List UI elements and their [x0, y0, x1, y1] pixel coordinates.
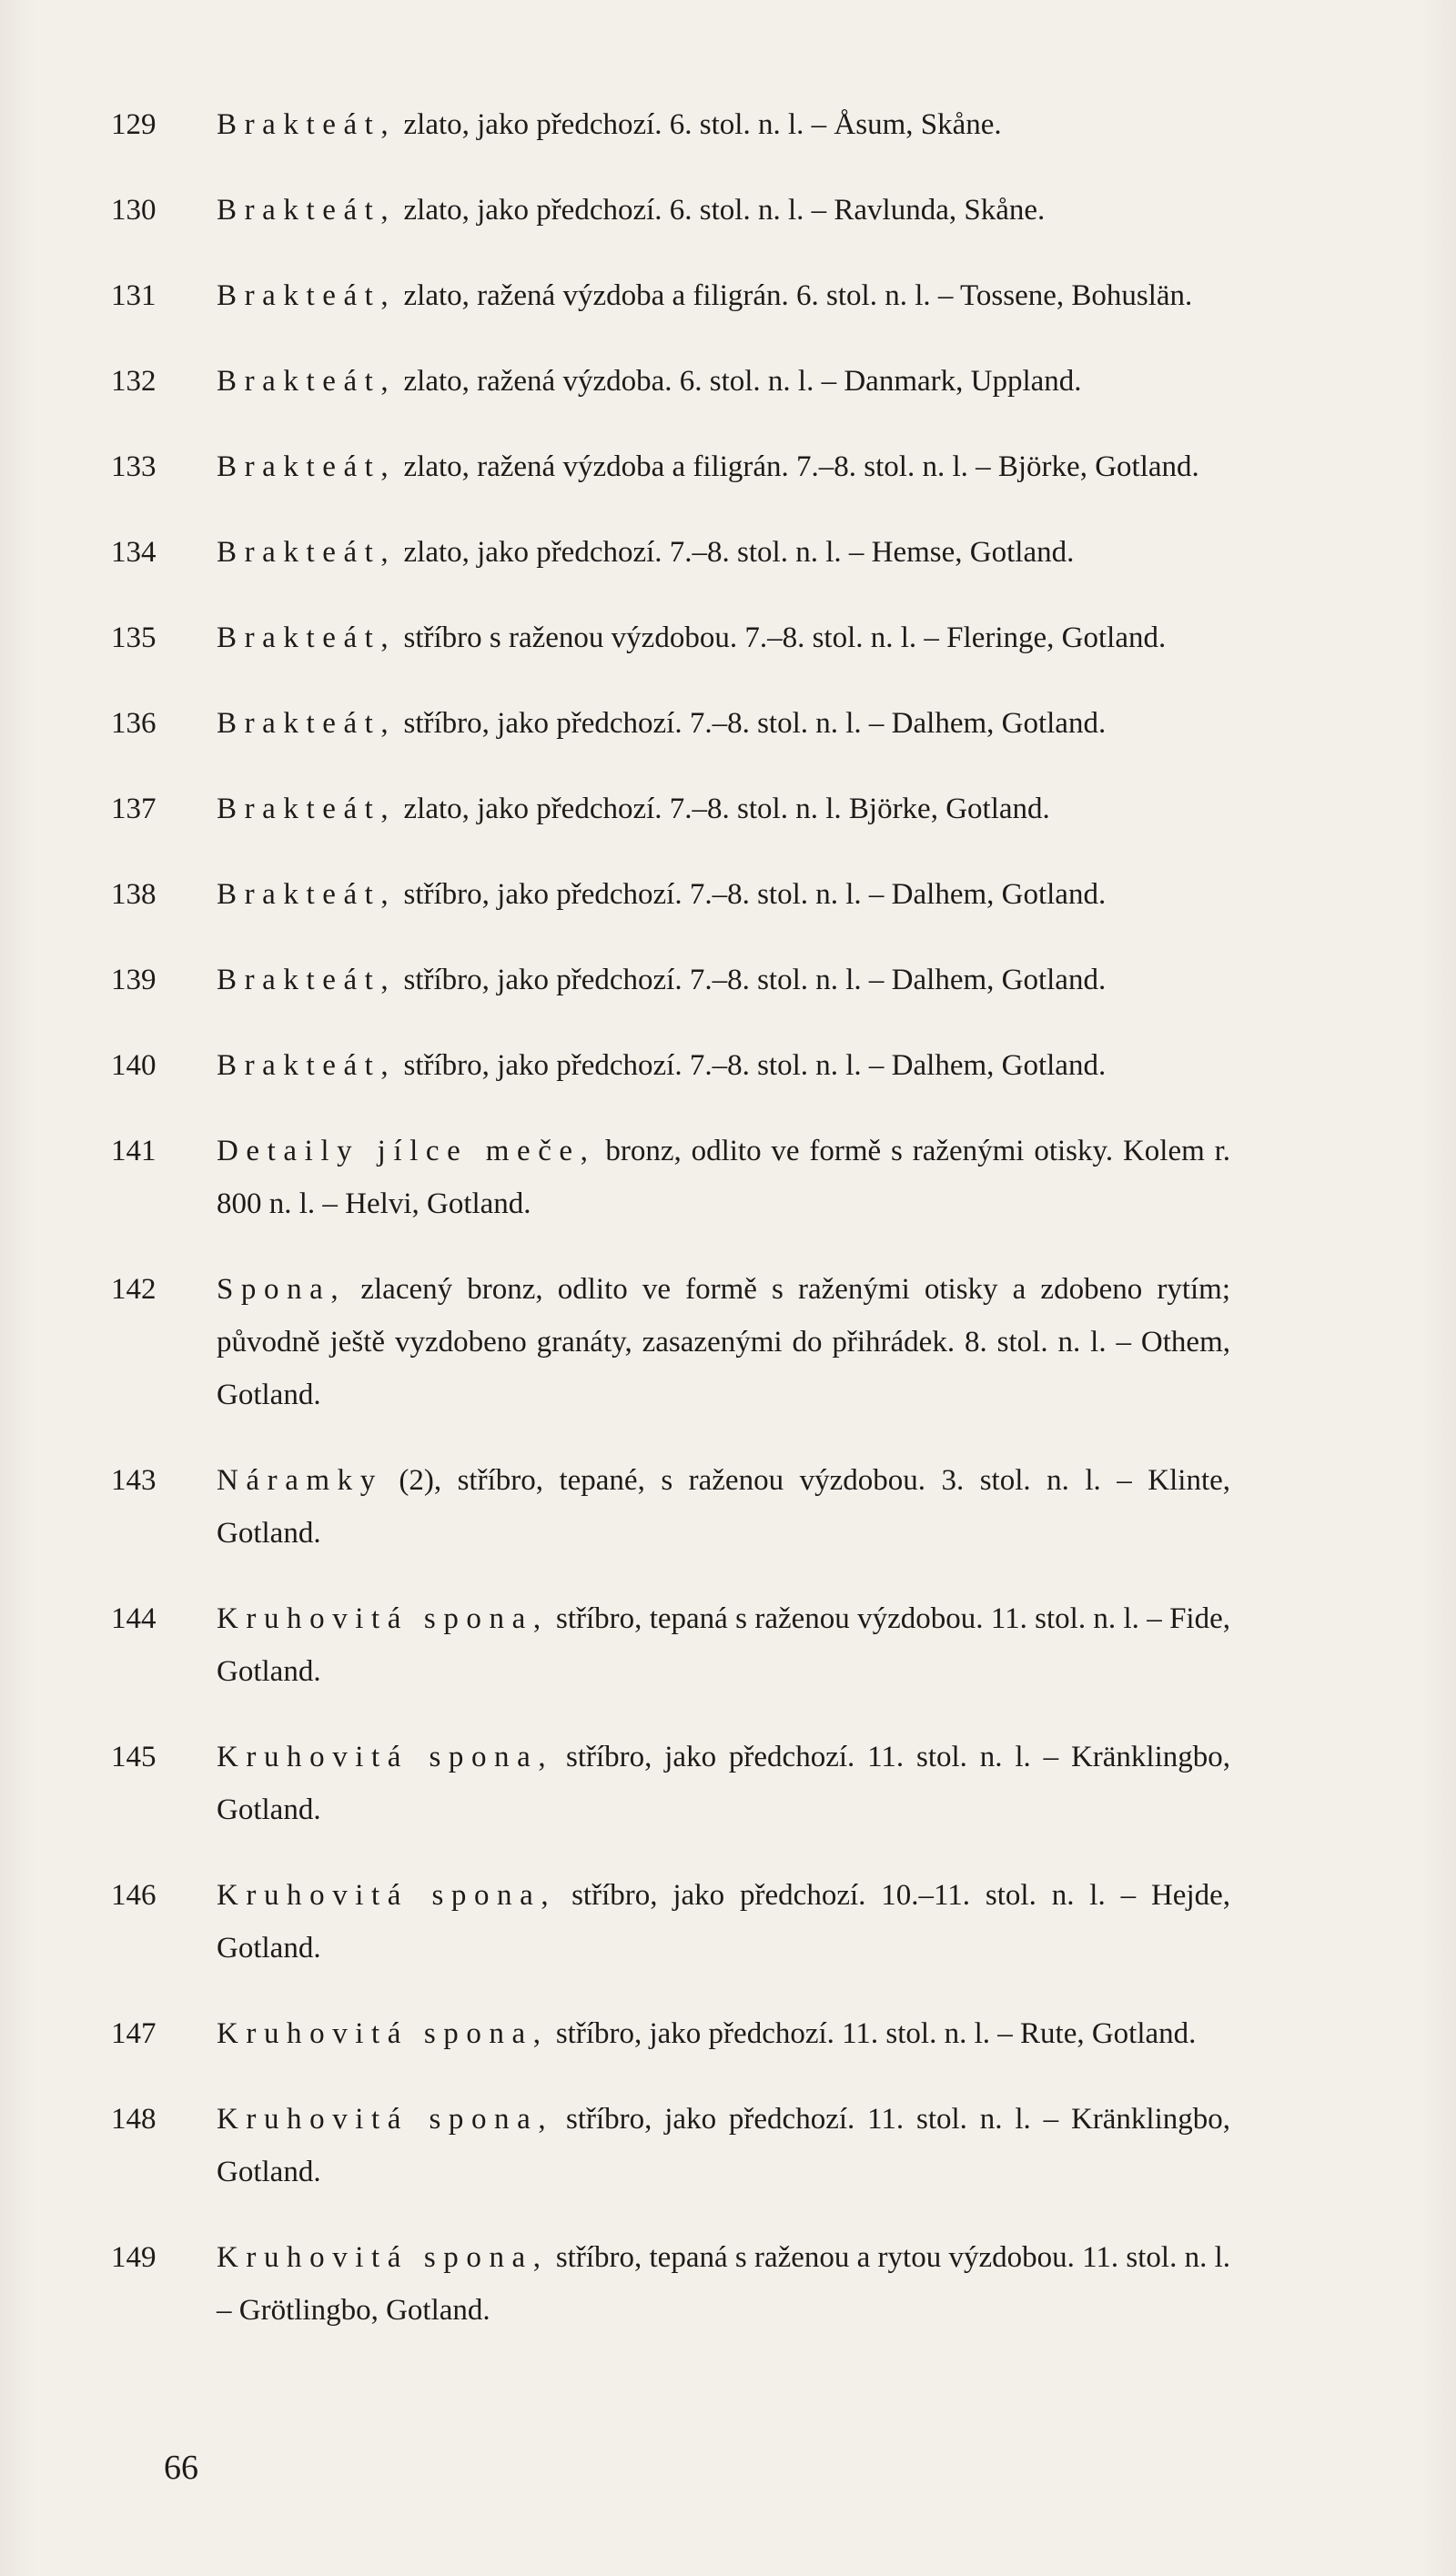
entry-term: Kruhovitá spona, — [217, 2241, 549, 2274]
entry-description: bronz, odlito ve formě s raženými otisky. Kolem r. 800 n. l. – Helvi, Gotland. — [217, 1135, 1231, 1220]
catalog-entry — [111, 2231, 1230, 2337]
entry-description: (2), stříbro, tepané, s raženou výzdobou. 3. stol. n. l. – Klinte, Gotland. — [217, 1464, 1231, 1550]
entry-description: stříbro, jako předchozí. 11. stol. n. l. – Rute, Gotland. — [555, 2017, 1197, 2050]
entry-number: 129 — [111, 108, 157, 141]
catalog-entry — [111, 269, 1230, 322]
entry-description: zlato, jako předchozí. 6. stol. n. l. – Åsum, Skåne. — [403, 108, 1002, 141]
entry-term: Brakteát, — [217, 536, 397, 569]
entry-description: stříbro, jako předchozí. 11. stol. n. l. – Kränklingbo, Gotland. — [217, 2103, 1231, 2188]
entry-term: Brakteát, — [217, 707, 397, 740]
entry-description: zlato, jako předchozí. 7.–8. stol. n. l. Björke, Gotland. — [403, 793, 1050, 825]
entry-description: stříbro s raženou výzdobou. 7.–8. stol. n. l. – Fleringe, Gotland. — [403, 621, 1167, 654]
entry-term: Kruhovitá spona, — [217, 2017, 549, 2050]
entry-number: 138 — [111, 878, 157, 911]
entry-term: Brakteát, — [217, 793, 397, 825]
catalog-entry — [111, 1263, 1230, 1421]
catalog-entry — [111, 1454, 1230, 1560]
entry-description: stříbro, tepaná s raženou a rytou výzdobou. 11. stol. n. l. – Grötlingbo, Gotland. — [217, 2241, 1230, 2327]
entry-description: zlato, jako předchozí. 7.–8. stol. n. l. – Hemse, Gotland. — [403, 536, 1075, 569]
catalog-entry — [111, 783, 1230, 835]
entry-number: 136 — [111, 707, 157, 740]
catalog-entry — [111, 1731, 1230, 1836]
entry-description: stříbro, jako předchozí. 10.–11. stol. n. l. – Hejde, Gotland. — [217, 1879, 1231, 1965]
entry-description: stříbro, jako předchozí. 7.–8. stol. n. l. – Dalhem, Gotland. — [403, 964, 1107, 996]
catalog-entry — [111, 1039, 1230, 1092]
entry-term: Kruhovitá spona, — [217, 1602, 549, 1635]
catalog-entry — [111, 2007, 1230, 2060]
entry-number: 130 — [111, 194, 157, 227]
entry-description: stříbro, jako předchozí. 7.–8. stol. n. l. – Dalhem, Gotland. — [403, 878, 1107, 911]
entry-term: Náramky — [217, 1464, 383, 1497]
entry-number: 147 — [111, 2017, 157, 2050]
entry-number: 132 — [111, 365, 157, 398]
entry-number: 135 — [111, 621, 157, 654]
entry-term: Spona, — [217, 1273, 347, 1306]
entry-term: Kruhovitá spona, — [217, 1879, 557, 1912]
entry-number: 131 — [111, 279, 157, 312]
entry-term: Brakteát, — [217, 365, 397, 398]
entry-term: Brakteát, — [217, 621, 397, 654]
entry-number: 148 — [111, 2103, 157, 2136]
catalog-list — [111, 98, 1230, 2369]
catalog-entry — [111, 1869, 1230, 1975]
entry-term: Kruhovitá spona, — [217, 1741, 554, 1773]
entry-description: stříbro, jako předchozí. 7.–8. stol. n. l. – Dalhem, Gotland. — [403, 707, 1107, 740]
entry-number: 133 — [111, 450, 157, 483]
entry-number: 141 — [111, 1135, 157, 1167]
entry-description: stříbro, jako předchozí. 11. stol. n. l. – Kränklingbo, Gotland. — [217, 1741, 1231, 1826]
entry-number: 137 — [111, 793, 157, 825]
entry-number: 140 — [111, 1049, 157, 1082]
entry-description: zlacený bronz, odlito ve formě s raženými otisky a zdobeno rytím; původně ještě vyzdobeno granáty, zasazenými do přihrádek. 8. stol. n. l. – Othem, Gotland. — [217, 1273, 1231, 1411]
entry-description: zlato, ražená výzdoba a filigrán. 7.–8. stol. n. l. – Björke, Gotland. — [403, 450, 1199, 483]
entry-term: Brakteát, — [217, 450, 397, 483]
entry-term: Kruhovitá spona, — [217, 2103, 554, 2136]
catalog-entry — [111, 868, 1230, 921]
entry-description: stříbro, jako předchozí. 7.–8. stol. n. l. – Dalhem, Gotland. — [403, 1049, 1107, 1082]
catalog-entry — [111, 184, 1230, 237]
entry-term: Brakteát, — [217, 878, 397, 911]
entry-description: zlato, ražená výzdoba. 6. stol. n. l. – Danmark, Uppland. — [403, 365, 1082, 398]
catalog-entry — [111, 697, 1230, 750]
catalog-entry — [111, 355, 1230, 408]
catalog-entry — [111, 1125, 1230, 1230]
catalog-entry — [111, 1592, 1230, 1698]
catalog-entry — [111, 611, 1230, 664]
entry-term: Brakteát, — [217, 1049, 397, 1082]
entry-term: Brakteát, — [217, 279, 397, 312]
catalog-entry — [111, 2093, 1230, 2198]
entry-number: 143 — [111, 1464, 157, 1497]
catalog-entry — [111, 98, 1230, 151]
entry-term: Brakteát, — [217, 194, 397, 227]
entry-number: 142 — [111, 1273, 157, 1306]
entry-number: 144 — [111, 1602, 157, 1635]
entry-term: Brakteát, — [217, 964, 397, 996]
entry-number: 149 — [111, 2241, 157, 2274]
entry-number: 146 — [111, 1879, 157, 1912]
entry-description: zlato, ražená výzdoba a filigrán. 6. stol. n. l. – Tossene, Bohuslän. — [403, 279, 1193, 312]
entry-description: zlato, jako předchozí. 6. stol. n. l. – Ravlunda, Skåne. — [403, 194, 1046, 227]
entry-term: Brakteát, — [217, 108, 397, 141]
catalog-entry — [111, 440, 1230, 493]
entry-number: 134 — [111, 536, 157, 569]
entry-description: stříbro, tepaná s raženou výzdobou. 11. stol. n. l. – Fide, Gotland. — [217, 1602, 1230, 1688]
entry-number: 139 — [111, 964, 157, 996]
catalog-entry — [111, 526, 1230, 579]
catalog-entry — [111, 954, 1230, 1006]
entry-term: Detaily jílce meče, — [217, 1135, 596, 1167]
entry-number: 145 — [111, 1741, 157, 1773]
page-number: 66 — [164, 2449, 198, 2487]
